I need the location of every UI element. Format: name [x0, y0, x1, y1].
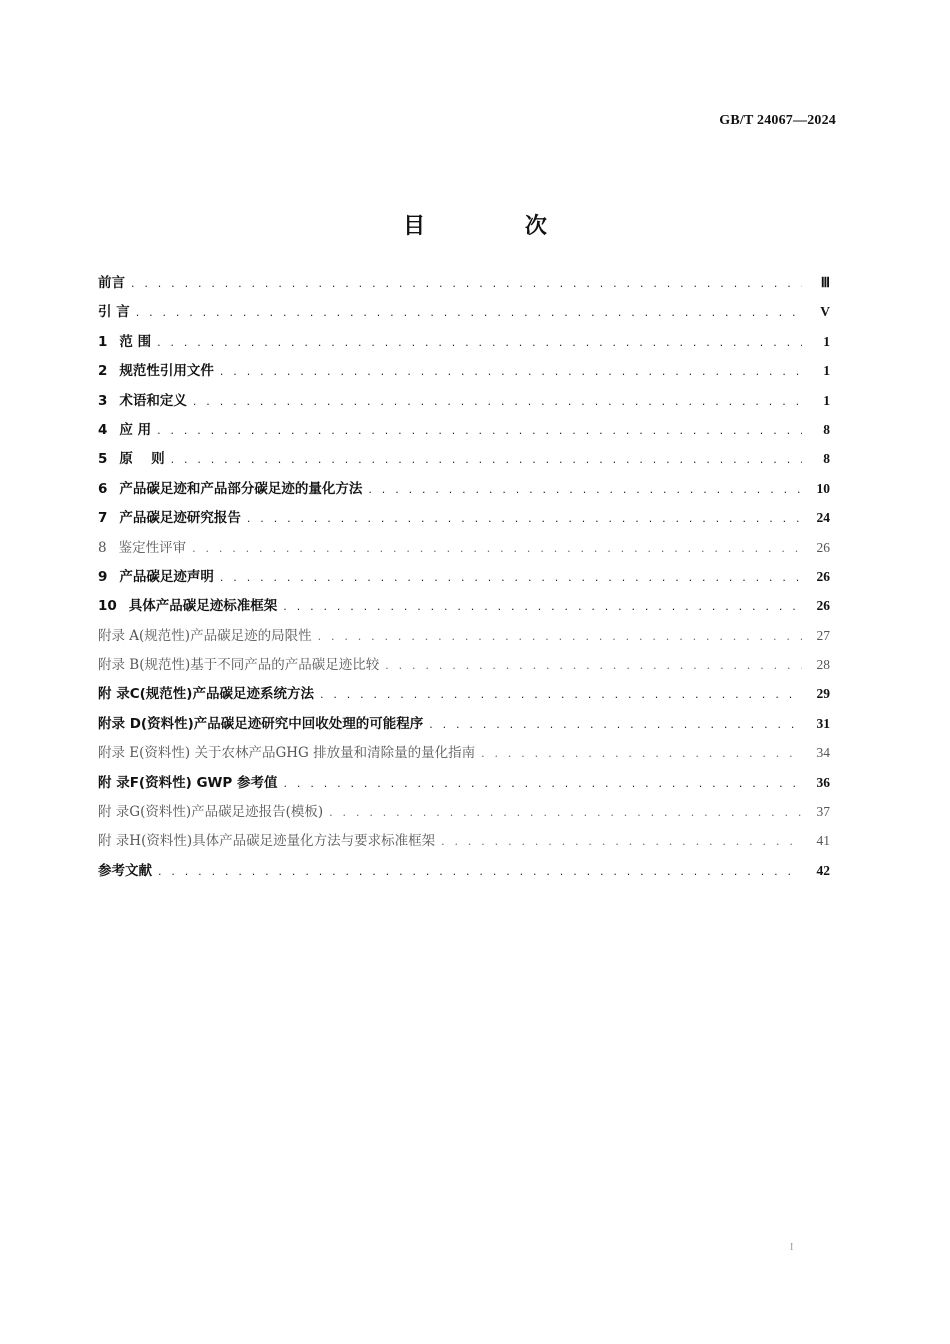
toc-entry-page: 29 — [816, 686, 830, 702]
toc-entry-label: 鉴定性评审 — [118, 539, 187, 556]
toc-dot-leader — [429, 710, 802, 739]
toc-entry-page: 1 — [823, 392, 830, 408]
toc-entry-page: 26 — [816, 568, 830, 584]
toc-entry-page: Ⅲ — [820, 275, 830, 290]
toc-entry-page: 37 — [816, 804, 830, 820]
toc-entry-label: 应 用 — [119, 421, 152, 438]
toc-entry-page: 28 — [816, 657, 830, 673]
toc-dot-leader — [441, 827, 802, 856]
toc-dot-leader — [157, 416, 802, 445]
toc-entry[interactable] — [98, 679, 830, 708]
toc-entry-page: 31 — [816, 715, 830, 731]
toc-entry-label: 具体产品碳足迹标准框架 — [128, 598, 278, 615]
toc-entry-label: 附录 A(规范性)产品碳足迹的局限性 — [98, 627, 312, 644]
toc-entry-label: 规范性引用文件 — [119, 363, 214, 380]
toc-entry-number: 4 — [98, 421, 108, 438]
toc-dot-leader — [131, 269, 802, 298]
toc-title: 目 次 — [403, 213, 593, 239]
toc-entry[interactable] — [98, 474, 830, 503]
toc-entry-label: 范 围 — [119, 333, 152, 350]
toc-entry-number: 6 — [98, 480, 108, 497]
toc-dot-leader — [193, 387, 802, 416]
toc-entry[interactable] — [98, 327, 830, 356]
toc-dot-leader — [283, 592, 802, 621]
toc-entry[interactable] — [98, 856, 830, 885]
toc-entry-number: 5 — [98, 451, 108, 468]
toc-entry[interactable] — [98, 591, 830, 620]
toc-entry-label: 原 则 — [119, 451, 165, 468]
toc-dot-leader — [368, 475, 802, 504]
toc-entry-page: 10 — [816, 480, 830, 496]
toc-dot-leader — [171, 445, 802, 474]
toc-dot-leader — [220, 357, 802, 386]
toc-entry[interactable] — [98, 621, 830, 650]
toc-entry-label: 产品碳足迹声明 — [119, 568, 214, 585]
toc-entry-number: 8 — [98, 539, 107, 556]
toc-dot-leader — [247, 504, 802, 533]
toc-entry-page: 8 — [823, 421, 830, 437]
toc-entry-number: 3 — [98, 392, 108, 409]
toc-entry[interactable] — [98, 768, 830, 797]
toc-dot-leader — [157, 328, 802, 357]
toc-entry-number: 1 — [98, 333, 108, 350]
toc-entry[interactable] — [98, 444, 830, 473]
toc-dot-leader — [158, 857, 802, 886]
toc-entry[interactable] — [98, 738, 830, 767]
toc-entry[interactable] — [98, 297, 830, 326]
toc-entry[interactable] — [98, 356, 830, 385]
toc-dot-leader — [385, 651, 802, 680]
toc-entry[interactable] — [98, 709, 830, 738]
toc-entry-label: 参考文献 — [98, 862, 152, 879]
toc-entry[interactable] — [98, 826, 830, 855]
toc-entry-label: 附录 D(资料性)产品碳足迹研究中回收处理的可能程序 — [98, 715, 424, 732]
toc-dot-leader — [220, 563, 802, 592]
toc-entry-label: 引 言 — [98, 304, 130, 321]
toc-entry-label: 附 录H(资料性)具体产品碳足迹量化方法与要求标准框架 — [98, 833, 436, 850]
toc-entry-label: 术语和定义 — [119, 392, 187, 409]
toc-entry-label: 产品碳足迹和产品部分碳足迹的量化方法 — [119, 480, 363, 497]
page-number: I — [790, 1242, 794, 1253]
toc-entry-page: 8 — [823, 451, 830, 467]
standard-code: GB/T 24067—2024 — [719, 113, 836, 128]
toc-entry-label: 产品碳足迹研究报告 — [119, 510, 241, 527]
toc-entry-page: 36 — [816, 774, 830, 790]
toc-entry-page: 24 — [816, 510, 830, 526]
toc-entry[interactable] — [98, 797, 830, 826]
toc-entry-page: 41 — [816, 833, 830, 849]
toc-entry-label: 前言 — [98, 275, 125, 291]
toc-entry-page: V — [820, 304, 830, 320]
toc-dot-leader — [284, 769, 802, 798]
toc-entry-label: 附 录G(资料性)产品碳足迹报告(模板) — [98, 804, 324, 821]
toc-entry-number: 9 — [98, 568, 108, 585]
toc-entry-page: 1 — [823, 333, 830, 349]
toc-entry-label: 附录 E(资料性) 关于农林产品GHG 排放量和清除量的量化指南 — [98, 745, 476, 762]
toc-entry[interactable] — [98, 268, 830, 297]
toc-entry[interactable] — [98, 533, 830, 562]
toc-dot-leader — [329, 798, 802, 827]
toc-entry[interactable] — [98, 415, 830, 444]
toc-entry[interactable] — [98, 503, 830, 532]
toc-dot-leader — [318, 622, 802, 651]
toc-entry[interactable] — [98, 562, 830, 591]
toc-dot-leader — [320, 680, 802, 709]
toc-entry-page: 1 — [823, 363, 830, 379]
toc-entry-number: 7 — [98, 510, 108, 527]
table-of-contents — [98, 268, 830, 885]
toc-entry-label: 附 录C(规范性)产品碳足迹系统方法 — [98, 686, 314, 703]
toc-entry-page: 34 — [816, 745, 830, 761]
toc-entry-number: 2 — [98, 363, 108, 380]
toc-dot-leader — [136, 298, 802, 327]
toc-entry-page: 27 — [816, 627, 830, 643]
toc-entry-label: 附 录F(资料性) GWP 参考值 — [98, 774, 278, 791]
toc-entry-page: 42 — [816, 862, 830, 878]
toc-entry-page: 26 — [816, 598, 830, 614]
toc-entry[interactable] — [98, 386, 830, 415]
toc-dot-leader — [481, 739, 802, 768]
toc-entry-label: 附录 B(规范性)基于不同产品的产品碳足迹比较 — [98, 657, 380, 674]
toc-entry-number: 10 — [98, 598, 117, 615]
toc-entry[interactable] — [98, 650, 830, 679]
toc-entry-page: 26 — [816, 539, 830, 555]
toc-dot-leader — [192, 534, 802, 563]
